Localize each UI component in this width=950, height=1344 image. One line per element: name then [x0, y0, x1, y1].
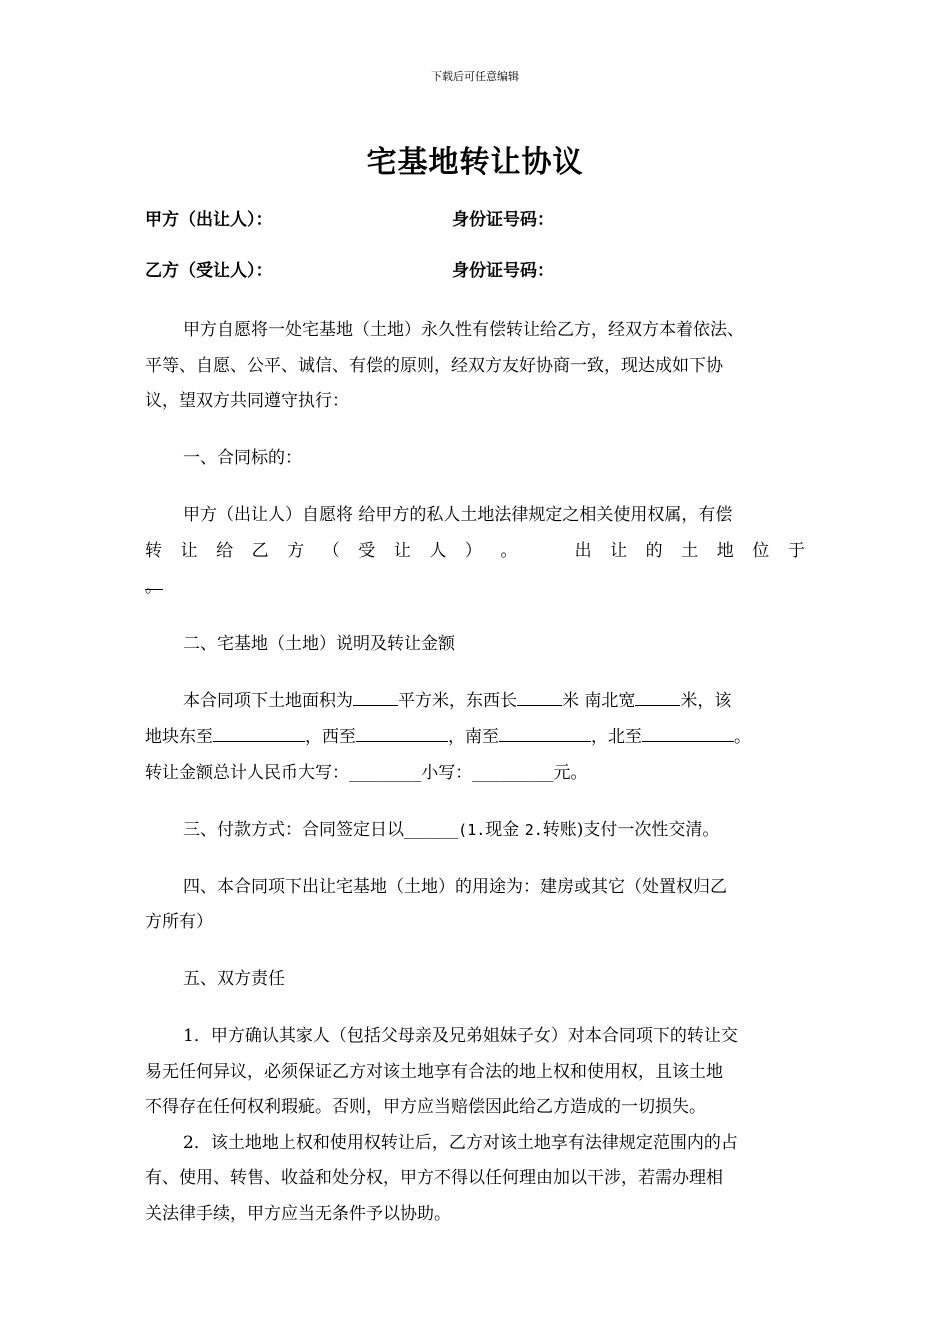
- section-5-heading: 五、双方责任: [183, 969, 285, 989]
- section-1-line-2: 转 让 给 乙 方 （ 受 让 人 ） 。 出 让 的 土 地 位 于: [145, 541, 805, 561]
- section-1-line-1: 甲方（出让人）自愿将 给甲方的私人土地法律规定之相关使用权属，有偿: [183, 505, 733, 525]
- party-a-id-label: 身份证号码：: [452, 210, 554, 230]
- section-2-line-3: 转让金额总计人民币大写：________小写：_________元。: [145, 763, 588, 783]
- section-1-heading: 一、合同标的：: [183, 448, 302, 468]
- section-5-p2-line-3: 关法律手续，甲方应当无条件予以协助。: [145, 1204, 451, 1224]
- party-b-label: 乙方（受让人）：: [145, 261, 273, 281]
- east-boundary-blank[interactable]: [213, 724, 305, 742]
- section-5-p1-line-1: 1．甲方确认其家人（包括父母亲及兄弟姐妹子女）对本合同项下的转让交: [183, 1026, 738, 1046]
- section-5-p2-line-2: 有、使用、转售、收益和处分权，甲方不得以任何理由加以干涉，若需办理相: [145, 1168, 723, 1188]
- section-2-line-2: 地块东至 ，西至 ，南至 ，北至 。: [145, 722, 751, 747]
- intro-line-1: 甲方自愿将一处宅基地（土地）永久性有偿转让给乙方，经双方本着依法、: [183, 320, 744, 340]
- amount-words-blank[interactable]: ________: [349, 764, 422, 782]
- page-header: 下载后可任意编辑: [431, 70, 519, 83]
- document-title: 宅基地转让协议: [366, 145, 584, 180]
- party-a-label: 甲方（出让人）：: [145, 210, 273, 230]
- intro-line-2: 平等、自愿、公平、诚信、有偿的原则，经双方友好协商一致，现达成如下协: [145, 356, 723, 376]
- section-5-p1-line-3: 不得存在任何权利瑕疵。否则，甲方应当赔偿因此给乙方造成的一切损失。: [145, 1097, 706, 1117]
- section-5-p1-line-2: 易无任何异议，必须保证乙方对该土地享有合法的地上权和使用权，且该土地: [145, 1062, 723, 1082]
- east-west-length-blank[interactable]: [517, 688, 562, 706]
- section-5-p2-line-1: 2．该土地地上权和使用权转让后，乙方对该土地享有法律规定范围内的占: [183, 1133, 738, 1153]
- payment-blank[interactable]: ______(1.: [404, 821, 486, 839]
- section-4-line-2: 方所有）: [145, 912, 213, 932]
- section-2-heading: 二、宅基地（土地）说明及转让金额: [183, 634, 455, 654]
- section-3-payment: 三、付款方式：合同签定日以______(1.现金 2.转账)支付一次性交清。: [183, 820, 720, 840]
- west-boundary-blank[interactable]: [356, 724, 448, 742]
- intro-line-3: 议，望双方共同遵守执行：: [145, 391, 349, 411]
- section-2-line-1: 本合同项下土地面积为 平方米，东西长 米 南北宽 米，该: [183, 686, 731, 711]
- amount-figures-blank[interactable]: _________: [472, 764, 554, 782]
- location-blank[interactable]: 。: [145, 572, 163, 590]
- section-1-line-3: [145, 572, 163, 597]
- north-south-width-blank[interactable]: [635, 688, 680, 706]
- north-boundary-blank[interactable]: [642, 724, 734, 742]
- area-blank[interactable]: [353, 688, 398, 706]
- section-4-line-1: 四、本合同项下出让宅基地（土地）的用途为：建房或其它（处置权归乙: [183, 877, 727, 897]
- south-boundary-blank[interactable]: [499, 724, 591, 742]
- party-b-id-label: 身份证号码：: [452, 261, 554, 281]
